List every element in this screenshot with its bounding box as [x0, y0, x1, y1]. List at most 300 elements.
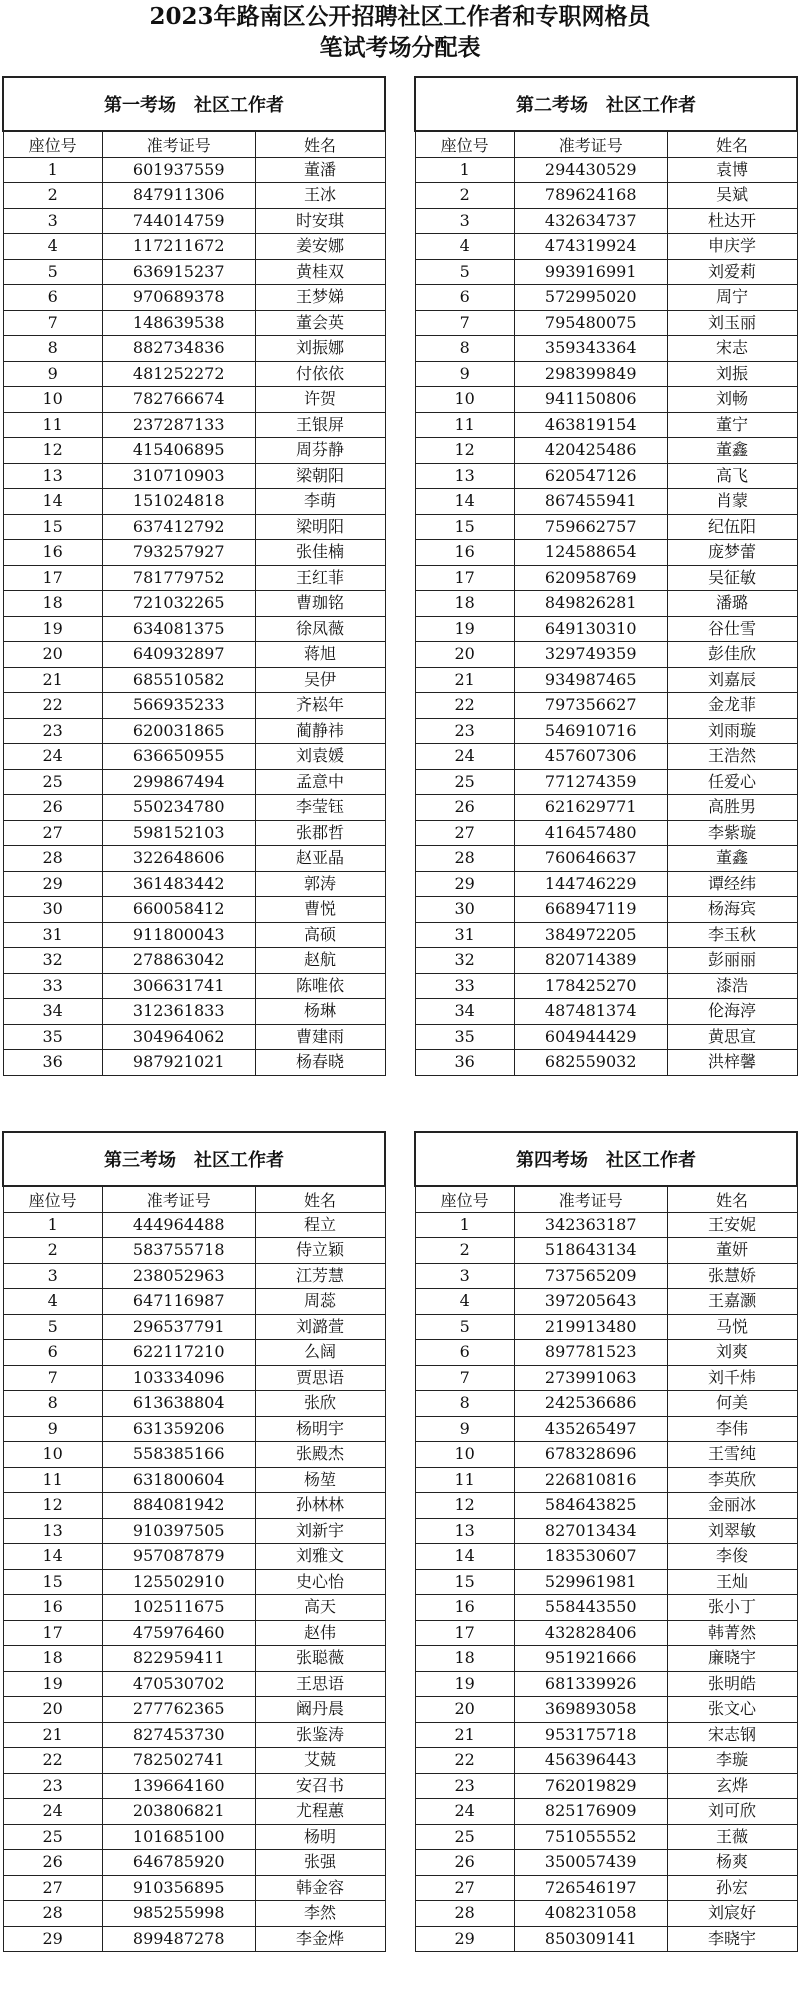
candidate-name: 么阔 — [255, 1340, 385, 1366]
table-row — [415, 1365, 797, 1391]
candidate-name: 李晓宇 — [667, 1926, 797, 1952]
seat-number: 12 — [415, 1493, 514, 1519]
name-header: 姓名 — [667, 131, 797, 157]
candidate-name: 洪梓馨 — [667, 1050, 797, 1076]
seat-number: 2 — [415, 1238, 514, 1264]
candidate-name: 李然 — [255, 1901, 385, 1927]
table-row — [415, 412, 797, 438]
table-row — [415, 387, 797, 413]
admission-number: 457607306 — [514, 744, 667, 770]
table-row — [415, 285, 797, 311]
table-row — [415, 922, 797, 948]
admission-number: 649130310 — [514, 616, 667, 642]
seat-number: 13 — [415, 1518, 514, 1544]
candidate-name: 马悦 — [667, 1314, 797, 1340]
candidate-name: 杨明 — [255, 1824, 385, 1850]
table-row — [415, 1238, 797, 1264]
table-row — [415, 1442, 797, 1468]
seat-number-header: 座位号 — [415, 131, 514, 157]
candidate-name: 刘振 — [667, 361, 797, 387]
candidate-name: 韩菁然 — [667, 1620, 797, 1646]
seat-number: 1 — [415, 157, 514, 183]
candidate-name: 侍立颖 — [255, 1238, 385, 1264]
table-row — [3, 871, 385, 897]
admission-number: 910397505 — [102, 1518, 255, 1544]
table-row — [415, 642, 797, 668]
admission-number: 726546197 — [514, 1875, 667, 1901]
seat-number: 21 — [3, 1722, 102, 1748]
seat-number: 7 — [415, 310, 514, 336]
admission-number: 771274359 — [514, 769, 667, 795]
admission-number: 681339926 — [514, 1671, 667, 1697]
admission-number: 795480075 — [514, 310, 667, 336]
admission-number: 550234780 — [102, 795, 255, 821]
seat-number: 6 — [3, 1340, 102, 1366]
admission-number: 384972205 — [514, 922, 667, 948]
table-row — [415, 438, 797, 464]
table-row — [3, 1050, 385, 1076]
table-row — [3, 718, 385, 744]
candidate-name: 杨春晓 — [255, 1050, 385, 1076]
candidate-name: 张慧娇 — [667, 1263, 797, 1289]
seat-number: 28 — [3, 1901, 102, 1927]
admission-number: 151024818 — [102, 489, 255, 515]
table-row — [415, 1926, 797, 1952]
seat-number: 23 — [415, 1773, 514, 1799]
admission-number: 342363187 — [514, 1212, 667, 1238]
admission-number: 306631741 — [102, 973, 255, 999]
table-row — [415, 1263, 797, 1289]
seat-number: 20 — [415, 642, 514, 668]
table-row — [415, 948, 797, 974]
seat-number-header: 座位号 — [3, 1186, 102, 1212]
admission-number-header: 准考证号 — [102, 1186, 255, 1212]
table-row — [415, 1620, 797, 1646]
table-row — [3, 1901, 385, 1927]
seat-number: 13 — [415, 463, 514, 489]
candidate-name: 周蕊 — [255, 1289, 385, 1315]
admission-number: 529961981 — [514, 1569, 667, 1595]
table-row — [415, 846, 797, 872]
candidate-name: 曹悦 — [255, 897, 385, 923]
seat-number: 11 — [415, 412, 514, 438]
admission-number: 797356627 — [514, 693, 667, 719]
table-row — [415, 336, 797, 362]
seat-number: 23 — [3, 718, 102, 744]
admission-number: 558443550 — [514, 1595, 667, 1621]
seat-table — [2, 76, 386, 1076]
seat-number: 11 — [415, 1467, 514, 1493]
admission-number: 760646637 — [514, 846, 667, 872]
admission-number: 847911306 — [102, 183, 255, 209]
candidate-name: 周芬静 — [255, 438, 385, 464]
admission-number: 456396443 — [514, 1748, 667, 1774]
seat-number: 8 — [3, 1391, 102, 1417]
admission-number: 941150806 — [514, 387, 667, 413]
admission-number: 987921021 — [102, 1050, 255, 1076]
admission-number: 953175718 — [514, 1722, 667, 1748]
seat-table — [414, 1131, 798, 1952]
candidate-name: 孙林林 — [255, 1493, 385, 1519]
candidate-name: 赵伟 — [255, 1620, 385, 1646]
table-row — [3, 1595, 385, 1621]
candidate-name: 玄烨 — [667, 1773, 797, 1799]
admission-number: 827013434 — [514, 1518, 667, 1544]
seat-number: 16 — [415, 540, 514, 566]
name-header: 姓名 — [667, 1186, 797, 1212]
table-row — [415, 1212, 797, 1238]
seat-number: 14 — [415, 489, 514, 515]
admission-number: 481252272 — [102, 361, 255, 387]
seat-number: 17 — [3, 1620, 102, 1646]
seat-number: 22 — [3, 1748, 102, 1774]
admission-number: 620031865 — [102, 718, 255, 744]
admission-number: 882734836 — [102, 336, 255, 362]
seat-table — [414, 76, 798, 1076]
candidate-name: 张聪薇 — [255, 1646, 385, 1672]
admission-number: 613638804 — [102, 1391, 255, 1417]
admission-number: 822959411 — [102, 1646, 255, 1672]
exam-room-1-table — [2, 76, 386, 1076]
table-row — [3, 667, 385, 693]
candidate-name: 杨海宾 — [667, 897, 797, 923]
candidate-name: 王梦娣 — [255, 285, 385, 311]
seat-number: 9 — [3, 361, 102, 387]
candidate-name: 刘振娜 — [255, 336, 385, 362]
candidate-name: 梁明阳 — [255, 514, 385, 540]
seat-number: 28 — [3, 846, 102, 872]
admission-number: 782766674 — [102, 387, 255, 413]
seat-number: 27 — [415, 1875, 514, 1901]
admission-number: 435265497 — [514, 1416, 667, 1442]
seat-number: 9 — [3, 1416, 102, 1442]
seat-number: 21 — [3, 667, 102, 693]
exam-room-heading: 第三考场 社区工作者 — [3, 1132, 385, 1186]
table-row — [415, 514, 797, 540]
table-row — [3, 1263, 385, 1289]
table-row — [415, 718, 797, 744]
table-row — [415, 1391, 797, 1417]
seat-number: 12 — [415, 438, 514, 464]
table-row — [415, 234, 797, 260]
candidate-name: 杨明宇 — [255, 1416, 385, 1442]
table-row — [3, 489, 385, 515]
candidate-name: 彭丽丽 — [667, 948, 797, 974]
admission-number: 849826281 — [514, 591, 667, 617]
table-row — [3, 463, 385, 489]
admission-number: 793257927 — [102, 540, 255, 566]
candidate-name: 纪伍阳 — [667, 514, 797, 540]
table-row — [3, 208, 385, 234]
seat-number: 22 — [415, 1748, 514, 1774]
seat-number: 30 — [3, 897, 102, 923]
seat-number: 23 — [3, 1773, 102, 1799]
candidate-name: 杨琳 — [255, 999, 385, 1025]
admission-number: 329749359 — [514, 642, 667, 668]
candidate-name: 董鑫 — [667, 846, 797, 872]
seat-number: 18 — [3, 591, 102, 617]
seat-number: 26 — [3, 1850, 102, 1876]
table-row — [415, 667, 797, 693]
candidate-name: 李英欣 — [667, 1467, 797, 1493]
table-row — [3, 285, 385, 311]
table-row — [3, 1569, 385, 1595]
seat-number: 10 — [3, 387, 102, 413]
seat-number: 4 — [415, 234, 514, 260]
candidate-name: 王冰 — [255, 183, 385, 209]
table-row — [3, 1926, 385, 1952]
admission-number: 139664160 — [102, 1773, 255, 1799]
admission-number: 350057439 — [514, 1850, 667, 1876]
seat-number: 32 — [415, 948, 514, 974]
admission-number: 572995020 — [514, 285, 667, 311]
seat-number: 2 — [3, 183, 102, 209]
table-row — [3, 1442, 385, 1468]
table-row — [415, 1024, 797, 1050]
table-row — [3, 157, 385, 183]
admission-number: 744014759 — [102, 208, 255, 234]
seat-number: 28 — [415, 1901, 514, 1927]
seat-number: 34 — [3, 999, 102, 1025]
candidate-name: 徐凤薇 — [255, 616, 385, 642]
seat-number: 13 — [3, 463, 102, 489]
candidate-name: 任爱心 — [667, 769, 797, 795]
candidate-name: 江芳慧 — [255, 1263, 385, 1289]
seat-number: 15 — [3, 1569, 102, 1595]
admission-number: 637412792 — [102, 514, 255, 540]
admission-number: 566935233 — [102, 693, 255, 719]
admission-number: 911800043 — [102, 922, 255, 948]
candidate-name: 李玉秋 — [667, 922, 797, 948]
candidate-name: 刘潞萱 — [255, 1314, 385, 1340]
admission-number: 897781523 — [514, 1340, 667, 1366]
candidate-name: 阚丹晨 — [255, 1697, 385, 1723]
admission-number: 322648606 — [102, 846, 255, 872]
table-row — [415, 1697, 797, 1723]
admission-number: 299867494 — [102, 769, 255, 795]
candidate-name: 刘袁媛 — [255, 744, 385, 770]
table-row — [3, 183, 385, 209]
table-row — [415, 565, 797, 591]
table-row — [3, 1493, 385, 1519]
admission-number: 277762365 — [102, 1697, 255, 1723]
candidate-name: 李俊 — [667, 1544, 797, 1570]
seat-number: 6 — [415, 285, 514, 311]
seat-number: 16 — [415, 1595, 514, 1621]
seat-number: 26 — [3, 795, 102, 821]
table-row — [3, 1365, 385, 1391]
admission-number: 631800604 — [102, 1467, 255, 1493]
seat-number: 24 — [3, 1799, 102, 1825]
admission-number: 102511675 — [102, 1595, 255, 1621]
candidate-name: 王灿 — [667, 1569, 797, 1595]
table-row — [3, 336, 385, 362]
table-row — [415, 897, 797, 923]
seat-number-header: 座位号 — [415, 1186, 514, 1212]
table-row — [3, 769, 385, 795]
admission-number: 463819154 — [514, 412, 667, 438]
seat-number: 36 — [3, 1050, 102, 1076]
candidate-name: 刘爱莉 — [667, 259, 797, 285]
table-row — [415, 1748, 797, 1774]
candidate-name: 黄思宣 — [667, 1024, 797, 1050]
candidate-name: 高天 — [255, 1595, 385, 1621]
seat-number: 10 — [415, 387, 514, 413]
candidate-name: 谷仕雪 — [667, 616, 797, 642]
table-row — [3, 973, 385, 999]
candidate-name: 曹建雨 — [255, 1024, 385, 1050]
candidate-name: 王安妮 — [667, 1212, 797, 1238]
table-row — [415, 1467, 797, 1493]
table-row — [3, 1289, 385, 1315]
table-row — [3, 693, 385, 719]
table-row — [415, 769, 797, 795]
table-row — [3, 259, 385, 285]
admission-number: 397205643 — [514, 1289, 667, 1315]
admission-number: 359343364 — [514, 336, 667, 362]
candidate-name: 吴伊 — [255, 667, 385, 693]
admission-number: 850309141 — [514, 1926, 667, 1952]
admission-number: 432828406 — [514, 1620, 667, 1646]
table-row — [3, 1646, 385, 1672]
table-row — [3, 387, 385, 413]
admission-number: 825176909 — [514, 1799, 667, 1825]
table-row — [3, 1850, 385, 1876]
admission-number: 820714389 — [514, 948, 667, 974]
candidate-name: 李伟 — [667, 1416, 797, 1442]
seat-number: 25 — [3, 769, 102, 795]
admission-number: 416457480 — [514, 820, 667, 846]
table-row — [3, 514, 385, 540]
seat-number: 15 — [415, 1569, 514, 1595]
candidate-name: 刘玉丽 — [667, 310, 797, 336]
admission-number: 420425486 — [514, 438, 667, 464]
admission-number: 598152103 — [102, 820, 255, 846]
seat-number: 9 — [415, 1416, 514, 1442]
seat-number: 30 — [415, 897, 514, 923]
admission-number: 487481374 — [514, 999, 667, 1025]
seat-number: 34 — [415, 999, 514, 1025]
table-row — [3, 1212, 385, 1238]
table-row — [3, 591, 385, 617]
seat-number: 17 — [3, 565, 102, 591]
candidate-name: 赵亚晶 — [255, 846, 385, 872]
exam-room-4-table — [414, 1131, 798, 1952]
candidate-name: 袁博 — [667, 157, 797, 183]
seat-number: 1 — [3, 157, 102, 183]
seat-number: 12 — [3, 438, 102, 464]
candidate-name: 王思语 — [255, 1671, 385, 1697]
table-row — [415, 1595, 797, 1621]
seat-number: 27 — [415, 820, 514, 846]
admission-number: 970689378 — [102, 285, 255, 311]
admission-number: 584643825 — [514, 1493, 667, 1519]
table-row — [415, 208, 797, 234]
seat-number: 3 — [3, 208, 102, 234]
seat-number: 24 — [415, 744, 514, 770]
table-row — [3, 540, 385, 566]
candidate-name: 董会英 — [255, 310, 385, 336]
admission-number: 518643134 — [514, 1238, 667, 1264]
table-row — [415, 1544, 797, 1570]
seat-number: 18 — [415, 591, 514, 617]
candidate-name: 张强 — [255, 1850, 385, 1876]
table-row — [415, 1416, 797, 1442]
table-row — [415, 1518, 797, 1544]
table-row — [3, 1416, 385, 1442]
seat-number: 29 — [3, 871, 102, 897]
seat-number: 4 — [3, 234, 102, 260]
admission-number: 827453730 — [102, 1722, 255, 1748]
table-row — [3, 1467, 385, 1493]
admission-number: 678328696 — [514, 1442, 667, 1468]
seat-number: 14 — [3, 1544, 102, 1570]
table-row — [415, 591, 797, 617]
admission-number: 310710903 — [102, 463, 255, 489]
seat-number: 27 — [3, 820, 102, 846]
candidate-name: 彭佳欣 — [667, 642, 797, 668]
seat-number: 16 — [3, 1595, 102, 1621]
seat-number: 3 — [415, 208, 514, 234]
admission-number: 621629771 — [514, 795, 667, 821]
candidate-name: 刘雨璇 — [667, 718, 797, 744]
seat-number: 11 — [3, 412, 102, 438]
seat-number: 26 — [415, 795, 514, 821]
candidate-name: 蔺静祎 — [255, 718, 385, 744]
candidate-name: 刘新宇 — [255, 1518, 385, 1544]
candidate-name: 周宁 — [667, 285, 797, 311]
seat-number: 7 — [3, 1365, 102, 1391]
admission-number: 444964488 — [102, 1212, 255, 1238]
admission-number: 682559032 — [514, 1050, 667, 1076]
admission-number: 660058412 — [102, 897, 255, 923]
candidate-name: 宋志钢 — [667, 1722, 797, 1748]
seat-number: 25 — [3, 1824, 102, 1850]
table-row — [3, 999, 385, 1025]
candidate-name: 金龙菲 — [667, 693, 797, 719]
admission-number: 640932897 — [102, 642, 255, 668]
candidate-name: 董鑫 — [667, 438, 797, 464]
seat-number: 15 — [3, 514, 102, 540]
table-row — [415, 489, 797, 515]
exam-room-heading: 第一考场 社区工作者 — [3, 77, 385, 131]
seat-number: 24 — [415, 1799, 514, 1825]
candidate-name: 李萌 — [255, 489, 385, 515]
admission-number: 117211672 — [102, 234, 255, 260]
admission-number: 751055552 — [514, 1824, 667, 1850]
admission-number: 273991063 — [514, 1365, 667, 1391]
seat-number: 7 — [3, 310, 102, 336]
table-row — [415, 1850, 797, 1876]
seat-number: 17 — [415, 565, 514, 591]
table-row — [3, 1748, 385, 1774]
table-row — [3, 1024, 385, 1050]
table-row — [415, 1799, 797, 1825]
seat-number: 24 — [3, 744, 102, 770]
seat-number: 3 — [3, 1263, 102, 1289]
seat-number: 2 — [3, 1238, 102, 1264]
candidate-name: 高飞 — [667, 463, 797, 489]
candidate-name: 吴征敏 — [667, 565, 797, 591]
seat-number: 6 — [3, 285, 102, 311]
seat-number: 23 — [415, 718, 514, 744]
table-row — [415, 310, 797, 336]
table-row — [415, 361, 797, 387]
candidate-name: 刘爽 — [667, 1340, 797, 1366]
seat-number: 29 — [415, 871, 514, 897]
seat-number: 18 — [415, 1646, 514, 1672]
admission-number: 226810816 — [514, 1467, 667, 1493]
